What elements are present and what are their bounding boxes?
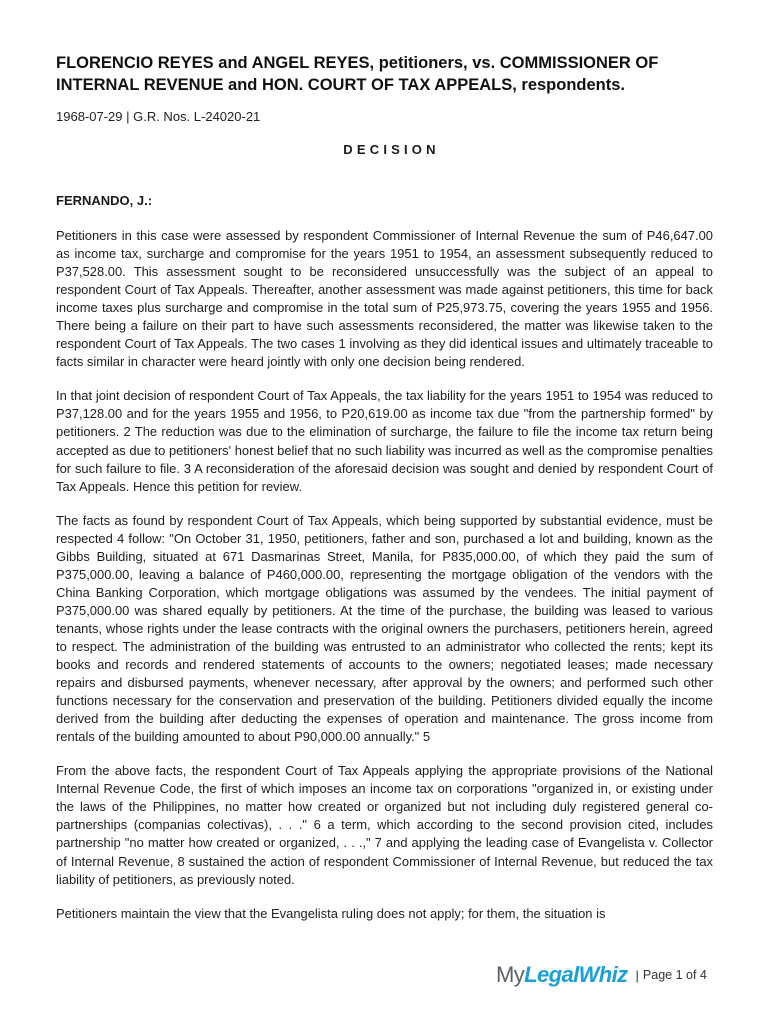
footer-separator: | [635, 967, 639, 983]
document-page [56, 52, 713, 939]
case-meta: 1968-07-29 | G.R. Nos. L-24020-21 [56, 109, 261, 124]
ponente: FERNANDO, J.: [56, 193, 153, 208]
logo-text-whiz: Whiz [578, 962, 628, 987]
case-title: FLORENCIO REYES and ANGEL REYES, petitioners, vs. COMMISSIONER OF INTERNAL REVENUE and HON. COURT OF TAX APPEALS, respondents. [56, 54, 659, 94]
decision-heading: DECISION [343, 142, 440, 157]
logo-text-legal: Legal [524, 962, 579, 987]
mylegalwhiz-logo [496, 962, 628, 988]
paragraph-1: Petitioners in this case were assessed by respondent Commissioner of Internal Revenue the sum of P46,647.00 as income tax, surcharge and compromise for the years 1951 to 1954, an assessment subsequently reduced to P37,528.00. This assessment sought to be reconsidered unsuccessfully was the subject of an appeal to respondent Court of Tax Appeals. Thereafter, another assessment was made against petitioners, this time for back income taxes plus surcharge and compromise in the total sum of P25,973.75, covering the years 1955 and 1956. There being a failure on their part to have such assessments reconsidered, the matter was likewise taken to the respondent Court of Tax Appeals. The two cases 1 involving as they did identical issues and ultimately traceable to facts similar in character were heard jointly with only one decision being rendered. [56, 228, 713, 370]
paragraph-2: In that joint decision of respondent Court of Tax Appeals, the tax liability for the years 1951 to 1954 was reduced to P37,128.00 and for the years 1955 and 1956, to P20,619.00 as income tax due "from the partnership formed" by petitioners. 2 The reduction was due to the elimination of surcharge, the failure to file the income tax return being accepted as due to petitioners' honest belief that no such liability was incurred as well as the compromise penalties for such failure to file. 3 A reconsideration of the aforesaid decision was sought and denied by respondent Court of Tax Appeals. Hence this petition for review. [56, 388, 713, 494]
page-footer [496, 960, 707, 990]
logo-text-my: My [496, 962, 525, 987]
paragraph-5: Petitioners maintain the view that the Evangelista ruling does not apply; for them, the situation is [56, 905, 606, 921]
paragraph-4: From the above facts, the respondent Court of Tax Appeals applying the appropriate provisions of the National Internal Revenue Code, the first of which imposes an income tax on corporations "organized in, or existing under the laws of the Philippines, no matter how created or organized but not including duly registered general co-partnerships (companias colectivas), . . ." 6 a term, which according to the second provision cited, includes partnership "no matter how created or organized, . . .," 7 and applying the leading case of Evangelista v. Collector of Internal Revenue, 8 sustained the action of respondent Commissioner of Internal Revenue, but reduced the tax liability of petitioners, as previously noted. [56, 763, 713, 887]
page-number: Page 1 of 4 [642, 968, 707, 982]
paragraph-3: The facts as found by respondent Court of Tax Appeals, which being supported by substantial evidence, must be respected 4 follow: "On October 31, 1950, petitioners, father and son, purchased a lot and building, known as the Gibbs Building, situated at 671 Dasmarinas Street, Manila, for P835,000.00, of which they paid the sum of P375,000.00, leaving a balance of P460,000.00, representing the mortgage obligation of the vendors with the China Banking Corporation, which mortgage obligations was assumed by the vendees. The initial payment of P375,000.00 was shared equally by petitioners. At the time of the purchase, the building was leased to various tenants, whose rights under the lease contracts with the original owners the purchasers, petitioners herein, agreed to respect. The administration of the building was entrusted to an administrator who collected the rents; kept its books and records and rendered statements of accounts to the owners; negotiated leases; made necessary repairs and disbursed payments, whenever necessary, after approval by the owners; and performed such other functions necessary for the conservation and preservation of the building. Petitioners divided equally the income derived from the building after deducting the expenses of operation and maintenance. The gross income from rentals of the building amounted to about P90,000.00 annually." 5 [56, 512, 713, 745]
